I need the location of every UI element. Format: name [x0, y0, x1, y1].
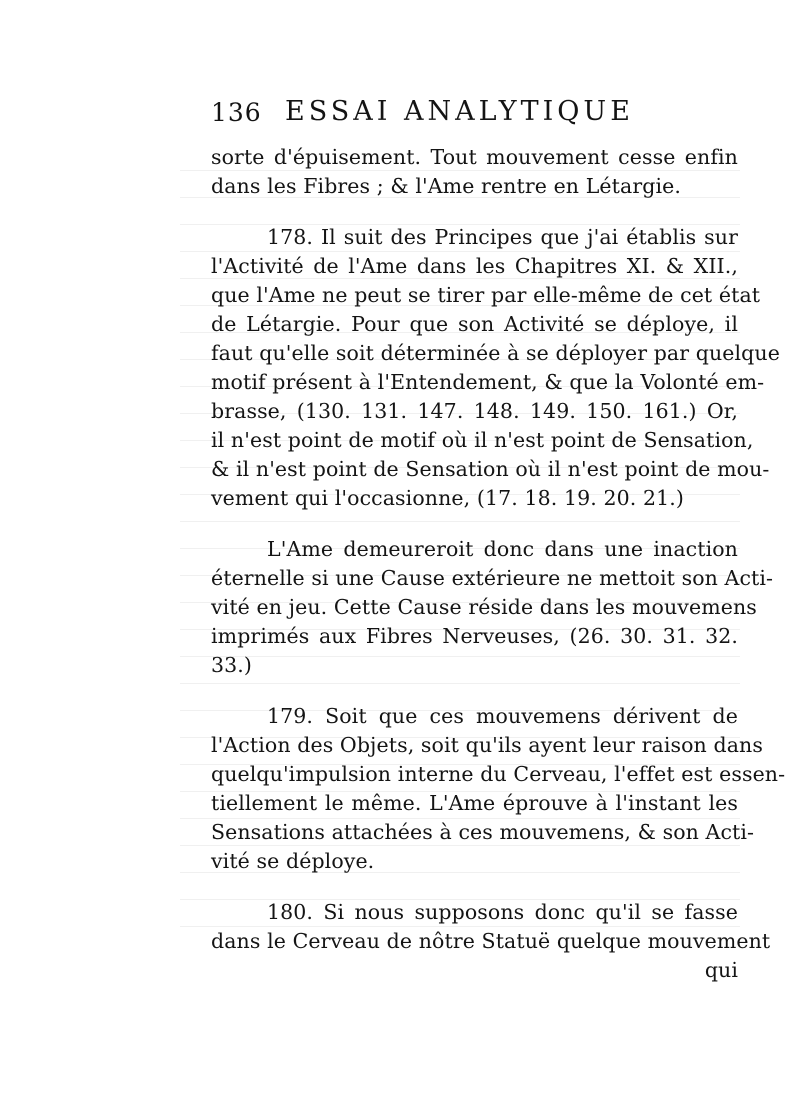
paragraph-180	[211, 898, 771, 956]
text-line: vement qui l'occasionne, (17. 18. 19. 20. 21.)	[211, 486, 685, 510]
paragraph-gap	[211, 201, 738, 223]
paragraph-gap	[211, 876, 738, 898]
paragraph-gap	[211, 513, 738, 535]
text-line: vité se déploye.	[211, 849, 375, 873]
text-line: faut qu'elle soit déterminée à se déployer par quelque	[211, 341, 780, 365]
text-line: 180. Si nous supposons donc qu'il se fasse	[267, 900, 738, 924]
text-line: l'Action des Objets, soit qu'ils ayent leur raison dans	[211, 733, 763, 757]
text-line: 178. Il suit des Principes que j'ai établis sur	[267, 225, 738, 249]
text-line: que l'Ame ne peut se tirer par elle-même de cet état	[211, 283, 761, 307]
paragraph-178	[211, 223, 780, 513]
paragraph-inaction	[211, 535, 774, 680]
text-line: tiellement le même. L'Ame éprouve à l'instant les	[211, 791, 738, 815]
text-line: quelqu'impulsion interne du Cerveau, l'effet est essen-	[211, 762, 786, 786]
page-header	[211, 96, 738, 132]
body-text	[211, 143, 786, 985]
running-head: ESSAI ANALYTIQUE	[285, 96, 634, 127]
text-line: il n'est point de motif où il n'est point de Sensation,	[211, 428, 754, 452]
text-line: imprimés aux Fibres Nerveuses, (26. 30. 31. 32.	[211, 624, 738, 648]
paragraph-gap	[211, 680, 738, 702]
text-line: dans le Cerveau de nôtre Statuë quelque mouvement	[211, 929, 771, 953]
text-line: vité en jeu. Cette Cause réside dans les mouvemens	[211, 595, 757, 619]
text-line: motif présent à l'Entendement, & que la Volonté em-	[211, 370, 765, 394]
text-line: 33.)	[211, 653, 252, 677]
text-line: dans les Fibres ; & l'Ame rentre en Létargie.	[211, 174, 681, 198]
text-line: Sensations attachées à ces mouvemens, & son Acti-	[211, 820, 755, 844]
paragraph-continuation	[211, 143, 738, 201]
paragraph-179	[211, 702, 786, 876]
text-line: de Létargie. Pour que son Activité se déploye, il	[211, 312, 738, 336]
text-line: 179. Soit que ces mouvemens dérivent de	[267, 704, 738, 728]
text-line: sorte d'épuisement. Tout mouvement cesse enfin	[211, 145, 738, 169]
text-line: L'Ame demeureroit donc dans une inaction	[267, 537, 738, 561]
catchword: qui	[704, 958, 738, 982]
text-line: brasse, (130. 131. 147. 148. 149. 150. 161.) Or,	[211, 399, 738, 423]
page-number: 136	[211, 98, 262, 127]
text-line: éternelle si une Cause extérieure ne mettoit son Acti-	[211, 566, 774, 590]
text-line: l'Activité de l'Ame dans les Chapitres XI. & XII.,	[211, 254, 738, 278]
text-line: & il n'est point de Sensation où il n'est point de mou-	[211, 457, 770, 481]
